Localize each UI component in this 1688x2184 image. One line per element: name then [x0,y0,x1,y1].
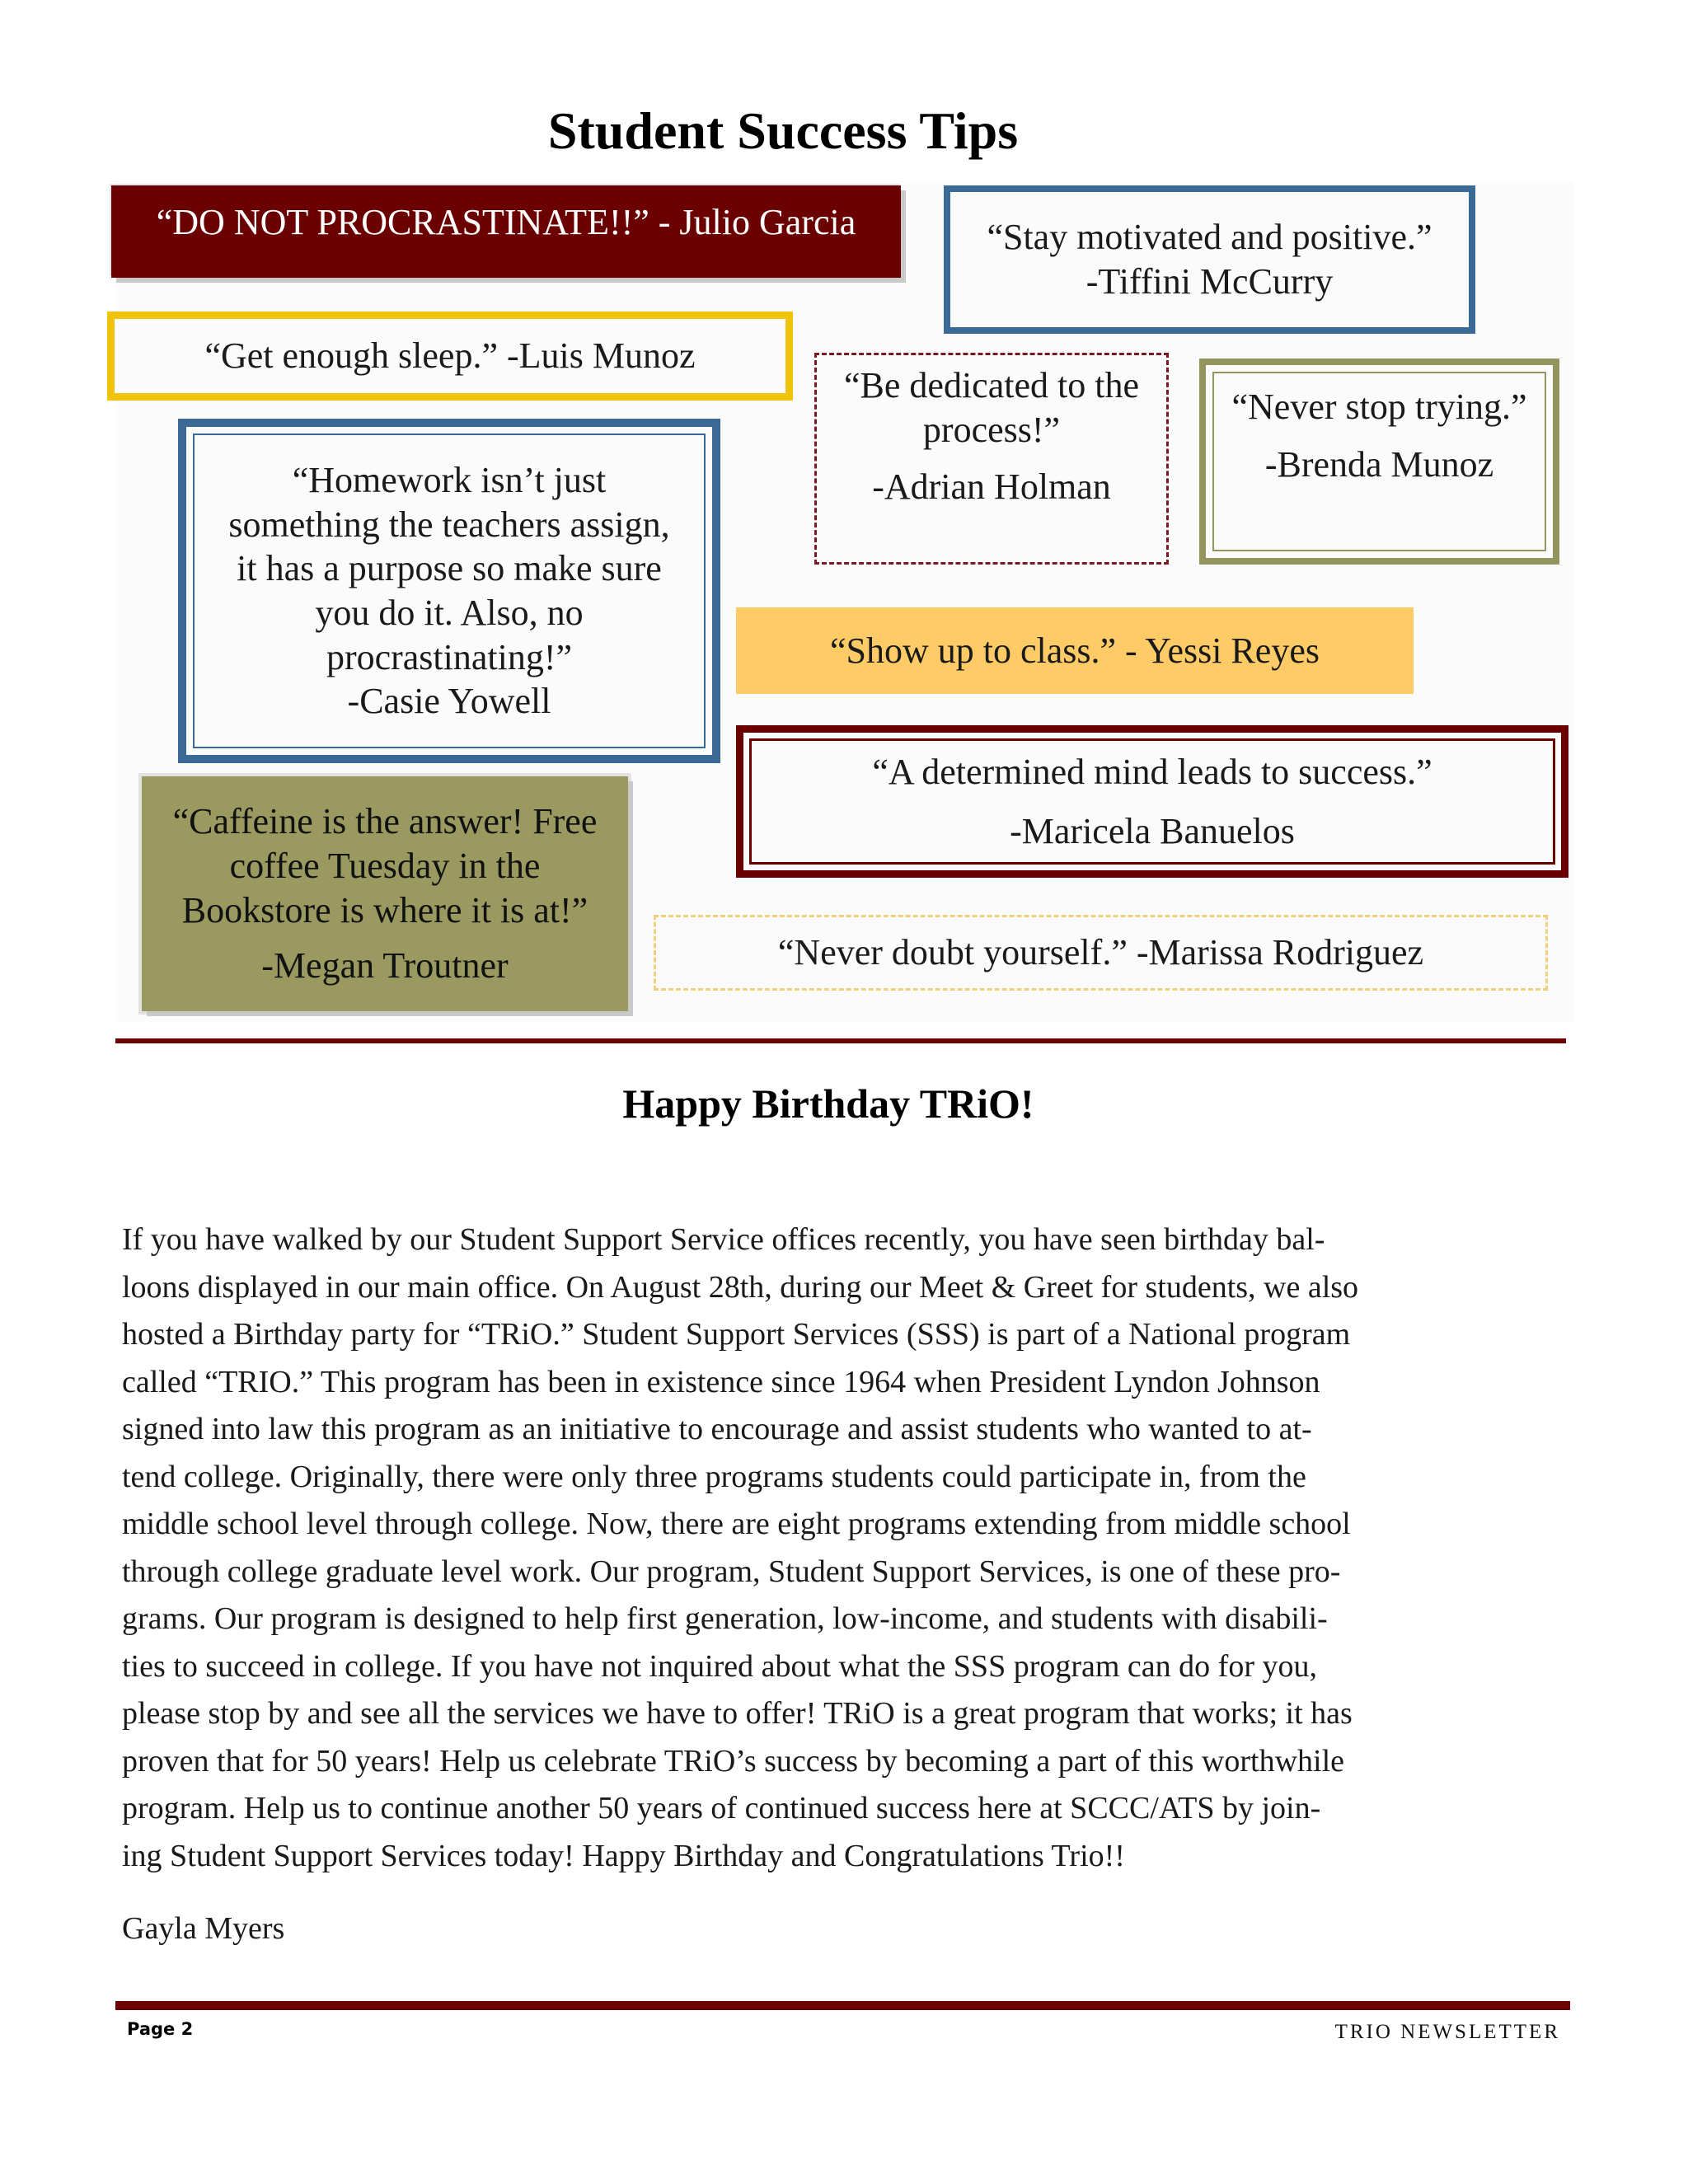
footer-rule [115,2001,1570,2010]
quote-author: -Casie Yowell [347,681,551,722]
quote-text: “Never stop trying.” [1231,387,1527,427]
quote-author: -Maricela Banuelos [1010,810,1295,851]
article-line: tend college. Originally, there were only three programs students could participate in, from the [122,1459,1306,1494]
page-title: Student Success Tips [547,101,1019,160]
quote-text: “DO NOT PROCRASTINATE!!” - Julio Garcia [156,202,856,242]
page-number: Page 2 [127,2019,194,2039]
quote-author: -Tiffini McCurry [1085,261,1334,302]
quote-box-maricela-banuelos [736,725,1568,878]
quote-box-tiffini-mccurry [944,185,1475,334]
quote-text: “A determined mind leads to success.” [872,751,1432,792]
quote-text: “Never doubt yourself.” -Marissa Rodriguez [777,932,1424,973]
article-line: signed into law this program as an initiative to encourage and assist students who wanted to at- [122,1412,1312,1446]
quote-box-casie-yowell [178,419,720,763]
quote-text: “Be dedicated to the process!” [844,365,1139,450]
article-line: program. Help us to continue another 50 years of continued success here at SCCC/ATS by join- [122,1791,1321,1825]
quote-text: “Show up to class.” - Yessi Reyes [830,630,1320,671]
quote-text: “Homework isn’t just something the teachers assign, it has a purpose so make sure you do it. Also, no procrastinating!” [228,459,670,677]
article-line: ties to succeed in college. If you have not inquired about what the SSS program can do for you, [122,1648,1317,1684]
quote-text: “Caffeine is the answer! Free coffee Tuesday in the Bookstore is where it is at!” [172,801,598,930]
article-line: ing Student Support Services today! Happy Birthday and Congratulations Trio!! [122,1838,1125,1873]
quote-box-marissa-rodriguez [654,915,1548,991]
quote-box-adrian-holman [814,353,1169,565]
quote-text: “Stay motivated and positive.” [987,217,1432,258]
article-line: proven that for 50 years! Help us celebrate TRiO’s success by becoming a part of this worthwhile [122,1743,1345,1779]
article-line: middle school level through college. Now, there are eight programs extending from middle school [122,1507,1351,1541]
article-line: please stop by and see all the services we have to offer! TRiO is a great program that works; it has [122,1696,1353,1731]
article-signature: Gayla Myers [122,1911,285,1946]
quote-box-yessi-reyes [736,607,1414,694]
quote-author: -Brenda Munoz [1264,443,1494,485]
quote-box-julio-garcia [111,185,901,278]
quote-box-luis-munoz [107,312,793,401]
article-heading: Happy Birthday TRiO! [622,1080,1034,1127]
newsletter-name: TRIO NEWSLETTER [1334,2021,1560,2043]
quote-author: -Megan Troutner [261,945,509,987]
article-body [122,1216,1540,1880]
article-line: through college graduate level work. Our program, Student Support Services, is one of these pro- [122,1554,1341,1589]
article-line: called “TRIO.” This program has been in existence since 1964 when President Lyndon Johnson [122,1364,1320,1399]
quote-box-megan-troutner [142,776,628,1011]
article-line: grams. Our program is designed to help first generation, low-income, and students with disabili- [122,1601,1328,1636]
article-line: hosted a Birthday party for “TRiO.” Student Support Services (SSS) is part of a National program [122,1317,1351,1352]
quote-box-brenda-munoz [1199,359,1559,565]
quote-text: “Get enough sleep.” -Luis Munoz [204,335,696,377]
article-line: If you have walked by our Student Support Service offices recently, you have seen birthday bal- [122,1222,1325,1257]
section-divider [115,1038,1566,1043]
article-line: loons displayed in our main office. On August 28th, during our Meet & Greet for students, we also [122,1269,1359,1305]
quote-author: -Adrian Holman [872,466,1111,508]
